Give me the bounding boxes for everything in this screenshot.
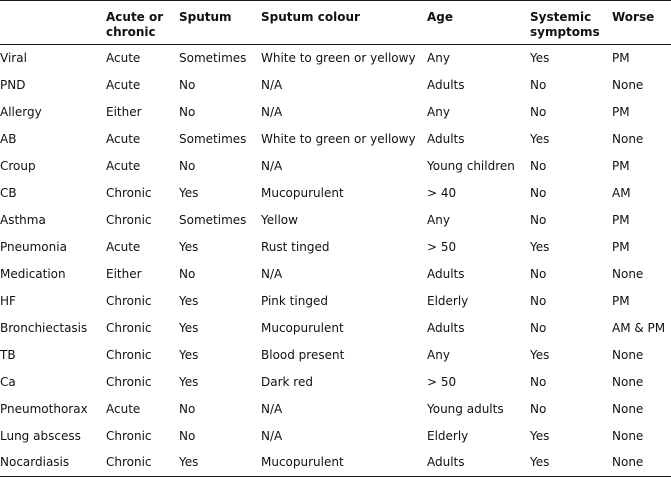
cell-acute-or-chronic: Chronic	[106, 320, 152, 335]
table-row	[0, 72, 671, 99]
cell-sputum-colour: N/A	[261, 158, 283, 173]
cell-sputum-colour: N/A	[261, 428, 283, 443]
table-row	[0, 315, 671, 342]
cell-systemic-symptoms: No	[530, 185, 547, 200]
cell-worse: PM	[612, 158, 630, 173]
cell-acute-or-chronic: Chronic	[106, 455, 152, 470]
cell-acute-or-chronic: Chronic	[106, 374, 152, 389]
cell-sputum: Sometimes	[179, 50, 247, 65]
table-row	[0, 126, 671, 153]
cell-sputum-colour: N/A	[261, 401, 283, 416]
cell-sputum: No	[179, 158, 196, 173]
cell-sputum-colour: N/A	[261, 77, 283, 92]
cell-condition: Allergy	[0, 104, 42, 119]
cell-condition: Croup	[0, 158, 36, 173]
cell-worse: AM	[612, 185, 631, 200]
cell-age: Elderly	[427, 293, 469, 308]
header-condition	[0, 1, 106, 45]
cell-worse: None	[612, 347, 644, 362]
table-row	[0, 369, 671, 396]
table-row	[0, 342, 671, 369]
cell-sputum: Yes	[179, 320, 199, 335]
cell-sputum-colour: Pink tinged	[261, 293, 328, 308]
cell-acute-or-chronic: Acute	[106, 50, 141, 65]
cell-age: Any	[427, 212, 450, 227]
table-row	[0, 153, 671, 180]
cell-condition: Nocardiasis	[0, 455, 70, 470]
cell-acute-or-chronic: Acute	[106, 77, 141, 92]
cell-condition: HF	[0, 293, 16, 308]
cell-age: > 40	[427, 185, 457, 200]
cell-sputum-colour: Blood present	[261, 347, 345, 362]
cell-systemic-symptoms: Yes	[530, 50, 550, 65]
cell-sputum-colour: N/A	[261, 266, 283, 281]
table-row	[0, 45, 671, 72]
cell-sputum: No	[179, 428, 196, 443]
header-sputum: Sputum	[179, 10, 232, 24]
cell-condition: Viral	[0, 50, 27, 65]
cell-acute-or-chronic: Chronic	[106, 293, 152, 308]
cell-age: > 50	[427, 374, 457, 389]
table-row	[0, 423, 671, 450]
cell-sputum-colour: White to green or yellowy	[261, 131, 416, 146]
cell-worse: PM	[612, 50, 630, 65]
cell-sputum-colour: White to green or yellowy	[261, 50, 416, 65]
cell-worse: None	[612, 401, 644, 416]
cell-sputum-colour: Mucopurulent	[261, 185, 344, 200]
cell-age: Young adults	[427, 401, 504, 416]
cell-acute-or-chronic: Chronic	[106, 212, 152, 227]
cell-worse: None	[612, 266, 644, 281]
cell-sputum-colour: Mucopurulent	[261, 455, 344, 470]
cell-sputum: No	[179, 266, 196, 281]
cell-systemic-symptoms: No	[530, 374, 547, 389]
cell-systemic-symptoms: No	[530, 158, 547, 173]
header-age: Age	[427, 10, 454, 24]
cell-sputum: Yes	[179, 293, 199, 308]
cell-worse: PM	[612, 239, 630, 254]
cell-systemic-symptoms: No	[530, 104, 547, 119]
cell-sputum: No	[179, 104, 196, 119]
cell-age: Any	[427, 104, 450, 119]
cell-age: Elderly	[427, 428, 469, 443]
cell-acute-or-chronic: Chronic	[106, 428, 152, 443]
table-row	[0, 450, 671, 477]
cell-acute-or-chronic: Either	[106, 104, 142, 119]
cell-condition: Lung abscess	[0, 428, 81, 443]
header-row	[0, 1, 671, 45]
cell-condition: TB	[0, 347, 16, 362]
cell-systemic-symptoms: Yes	[530, 428, 550, 443]
cell-worse: PM	[612, 212, 630, 227]
cell-systemic-symptoms: No	[530, 293, 547, 308]
table-row	[0, 288, 671, 315]
cell-worse: None	[612, 374, 644, 389]
header-acute-or-chronic: Acute or chronic	[106, 10, 164, 39]
table-row	[0, 207, 671, 234]
cell-age: Adults	[427, 455, 465, 470]
cell-sputum: Sometimes	[179, 131, 247, 146]
cell-condition: AB	[0, 131, 17, 146]
cell-systemic-symptoms: No	[530, 401, 547, 416]
table-header	[0, 1, 671, 45]
cell-age: Adults	[427, 131, 465, 146]
cell-condition: CB	[0, 185, 17, 200]
cell-age: Adults	[427, 266, 465, 281]
cell-worse: None	[612, 77, 644, 92]
cell-sputum: No	[179, 77, 196, 92]
cell-systemic-symptoms: Yes	[530, 239, 550, 254]
cell-condition: Medication	[0, 266, 66, 281]
cell-sputum-colour: Mucopurulent	[261, 320, 344, 335]
cell-acute-or-chronic: Acute	[106, 131, 141, 146]
cell-sputum-colour: Yellow	[261, 212, 298, 227]
cell-sputum-colour: N/A	[261, 104, 283, 119]
cell-age: Young children	[427, 158, 515, 173]
cell-worse: PM	[612, 293, 630, 308]
cell-worse: None	[612, 428, 644, 443]
cell-worse: None	[612, 131, 644, 146]
cell-sputum: No	[179, 401, 196, 416]
table-row	[0, 396, 671, 423]
cell-systemic-symptoms: No	[530, 212, 547, 227]
table-body	[0, 45, 671, 477]
cell-acute-or-chronic: Either	[106, 266, 142, 281]
cell-acute-or-chronic: Chronic	[106, 347, 152, 362]
cell-systemic-symptoms: Yes	[530, 455, 550, 470]
table-row	[0, 180, 671, 207]
table-row	[0, 99, 671, 126]
cell-age: Adults	[427, 77, 465, 92]
cell-condition: Pneumothorax	[0, 401, 88, 416]
cell-age: Any	[427, 50, 450, 65]
cell-systemic-symptoms: No	[530, 77, 547, 92]
cell-worse: None	[612, 455, 644, 470]
cell-sputum-colour: Rust tinged	[261, 239, 330, 254]
cell-sputum: Yes	[179, 239, 199, 254]
table-row	[0, 261, 671, 288]
cell-condition: Asthma	[0, 212, 46, 227]
cell-age: Adults	[427, 320, 465, 335]
cell-acute-or-chronic: Acute	[106, 239, 141, 254]
cell-acute-or-chronic: Acute	[106, 158, 141, 173]
cell-systemic-symptoms: Yes	[530, 131, 550, 146]
header-sputum-colour: Sputum colour	[261, 10, 360, 24]
cell-systemic-symptoms: Yes	[530, 347, 550, 362]
cell-acute-or-chronic: Chronic	[106, 185, 152, 200]
cell-systemic-symptoms: No	[530, 320, 547, 335]
cell-condition: Ca	[0, 374, 16, 389]
cell-systemic-symptoms: No	[530, 266, 547, 281]
cell-condition: Pneumonia	[0, 239, 67, 254]
cell-worse: AM & PM	[612, 320, 666, 335]
cell-sputum: Yes	[179, 347, 199, 362]
cell-worse: PM	[612, 104, 630, 119]
table-row	[0, 234, 671, 261]
cell-acute-or-chronic: Acute	[106, 401, 141, 416]
cell-sputum: Sometimes	[179, 212, 247, 227]
header-worse: Worse	[612, 10, 655, 24]
cell-sputum: Yes	[179, 455, 199, 470]
cell-condition: PND	[0, 77, 26, 92]
cell-sputum-colour: Dark red	[261, 374, 313, 389]
header-systemic-symptoms: Systemic symptoms	[530, 10, 600, 39]
cell-sputum: Yes	[179, 185, 199, 200]
cell-age: Any	[427, 347, 450, 362]
cell-sputum: Yes	[179, 374, 199, 389]
cell-condition: Bronchiectasis	[0, 320, 88, 335]
cell-age: > 50	[427, 239, 457, 254]
